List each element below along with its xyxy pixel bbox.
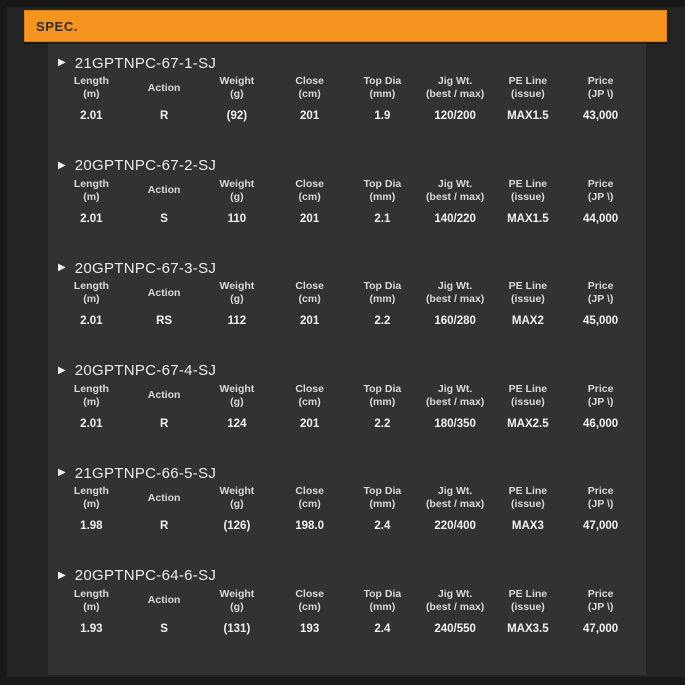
value-close: 201	[300, 417, 320, 430]
header-line1: Length	[73, 177, 109, 190]
value-close: 201	[300, 212, 320, 225]
value-weight: 110	[227, 212, 247, 225]
header-line1: Close	[295, 75, 324, 87]
header-line2: (JP \)	[587, 190, 614, 203]
column-header-close	[273, 383, 346, 409]
header-line1: Length	[73, 280, 109, 293]
header-line1: Price	[587, 280, 614, 293]
column-header-weight	[201, 178, 274, 204]
header-line1: Jig Wt.	[437, 485, 473, 498]
value-action: R	[159, 417, 169, 430]
header-line2: (m)	[83, 395, 100, 408]
header-line1: Length	[73, 587, 109, 600]
value-jig-wt: 220/400	[434, 520, 476, 533]
value-length: 1.98	[80, 520, 103, 533]
header-line2: (JP \)	[587, 88, 614, 100]
value-price: 46,000	[583, 417, 619, 430]
value-price: 45,000	[583, 315, 619, 328]
header-line1: Jig Wt.	[437, 280, 473, 293]
header-line1: Top Dia	[363, 587, 402, 600]
header-line1: Close	[295, 485, 324, 498]
value-top-dia: 2.4	[374, 520, 391, 533]
header-line1: Price	[587, 75, 614, 87]
header-line2: (issue)	[510, 293, 545, 306]
header-line2: (g)	[230, 293, 244, 306]
column-header-weight	[201, 383, 274, 409]
column-header-action	[128, 588, 201, 614]
spec-values-row	[55, 417, 637, 431]
column-header-pe-line	[492, 75, 565, 101]
header-line1: Top Dia	[363, 280, 402, 293]
column-header-weight	[201, 280, 274, 306]
column-header-close	[273, 280, 346, 306]
header-line1: Top Dia	[363, 382, 402, 395]
header-line2: (mm)	[369, 498, 396, 511]
header-line1: PE Line	[508, 587, 548, 600]
column-headers	[55, 75, 637, 101]
column-header-top-dia	[346, 588, 419, 614]
header-line2: (g)	[230, 88, 244, 100]
header-line2: (g)	[230, 600, 244, 613]
value-jig-wt: 180/350	[434, 417, 476, 430]
spec-values-row	[55, 519, 637, 533]
header-line2: (mm)	[369, 293, 396, 306]
column-header-pe-line	[492, 178, 565, 204]
page-frame-bottom	[0, 677, 685, 685]
header-line2: (JP \)	[587, 600, 614, 613]
header-line2: (best / max)	[425, 88, 485, 100]
header-line2: (cm)	[298, 88, 321, 100]
header-line2: (m)	[83, 88, 100, 100]
spec-header-title: SPEC.	[36, 18, 79, 34]
header-line2: (JP \)	[587, 293, 614, 306]
header-line2: (issue)	[510, 498, 545, 511]
triangle-marker-icon: ▶	[58, 364, 66, 376]
value-pe-line: MAX1.5	[507, 212, 549, 225]
spec-section-5	[48, 462, 646, 565]
value-action: S	[160, 622, 168, 635]
spec-section-6	[48, 565, 646, 668]
header-line2: (issue)	[510, 88, 545, 100]
value-top-dia: 2.2	[374, 417, 391, 430]
header-line2: (g)	[230, 190, 244, 203]
spec-panel	[48, 42, 646, 675]
triangle-marker-icon: ▶	[58, 57, 66, 68]
model-row	[58, 52, 646, 74]
header-line1: Length	[73, 485, 109, 498]
column-headers	[55, 178, 637, 204]
value-weight: 112	[227, 315, 247, 328]
value-pe-line: MAX2	[511, 315, 544, 328]
model-name: 20GPTNPC-64-6-SJ	[74, 567, 217, 585]
column-header-price	[564, 485, 637, 511]
value-action: R	[159, 110, 169, 122]
column-header-jig-wt	[419, 178, 492, 204]
column-header-action	[128, 485, 201, 511]
model-name: 20GPTNPC-67-4-SJ	[74, 362, 217, 380]
column-headers	[55, 588, 637, 614]
header-line2: (issue)	[510, 190, 545, 203]
triangle-marker-icon: ▶	[58, 467, 66, 479]
column-header-jig-wt	[419, 485, 492, 511]
column-header-pe-line	[492, 280, 565, 306]
value-weight: 124	[227, 417, 247, 430]
value-jig-wt: 140/220	[434, 212, 476, 225]
value-length: 2.01	[80, 110, 103, 122]
header-line1: Action	[147, 81, 181, 94]
column-header-jig-wt	[419, 383, 492, 409]
header-line1: Weight	[219, 75, 255, 87]
header-line1: Weight	[219, 587, 255, 600]
value-price: 44,000	[583, 212, 619, 225]
column-header-top-dia	[346, 280, 419, 306]
column-header-length	[55, 588, 128, 614]
header-line2: (g)	[230, 395, 244, 408]
column-headers	[55, 485, 637, 511]
value-length: 2.01	[80, 417, 103, 430]
spec-section-3	[48, 257, 646, 360]
column-header-length	[55, 280, 128, 306]
header-line1: Jig Wt.	[437, 75, 473, 87]
column-header-top-dia	[346, 75, 419, 101]
column-header-length	[55, 485, 128, 511]
model-name: 21GPTNPC-67-1-SJ	[74, 54, 217, 72]
header-line1: Jig Wt.	[437, 382, 473, 395]
header-line1: Action	[147, 594, 181, 607]
header-line2: (cm)	[298, 293, 321, 306]
header-line1: Price	[587, 587, 614, 600]
column-header-top-dia	[346, 383, 419, 409]
column-header-action	[128, 383, 201, 409]
header-line1: Action	[147, 286, 181, 299]
value-close: 193	[300, 622, 320, 635]
spec-values-row	[55, 314, 637, 328]
header-line2: (g)	[230, 498, 244, 511]
triangle-marker-icon: ▶	[58, 262, 66, 274]
header-line1: Top Dia	[363, 177, 402, 190]
column-header-jig-wt	[419, 75, 492, 101]
value-top-dia: 2.2	[374, 315, 391, 328]
column-header-weight	[201, 588, 274, 614]
header-line1: Top Dia	[363, 75, 402, 87]
header-line1: Jig Wt.	[437, 587, 473, 600]
column-header-top-dia	[346, 485, 419, 511]
column-header-jig-wt	[419, 280, 492, 306]
header-line2: (cm)	[298, 190, 321, 203]
value-action: RS	[156, 315, 173, 328]
column-header-close	[273, 588, 346, 614]
model-row	[58, 155, 646, 177]
header-line2: (JP \)	[587, 498, 614, 511]
model-name: 20GPTNPC-67-2-SJ	[74, 157, 217, 175]
column-header-action	[128, 178, 201, 204]
model-row	[58, 565, 646, 587]
value-length: 1.93	[80, 622, 103, 635]
header-line1: PE Line	[508, 280, 548, 293]
value-top-dia: 2.1	[374, 212, 391, 225]
header-line1: PE Line	[508, 485, 548, 498]
header-line1: Price	[587, 177, 614, 190]
header-line1: Action	[147, 389, 181, 402]
header-line2: (mm)	[369, 88, 396, 100]
column-header-length	[55, 178, 128, 204]
header-line1: Length	[73, 75, 109, 87]
column-header-weight	[201, 485, 274, 511]
column-header-pe-line	[492, 383, 565, 409]
column-headers	[55, 383, 637, 409]
spec-section-2	[48, 155, 646, 258]
header-line2: (m)	[83, 600, 100, 613]
header-line2: (cm)	[298, 395, 321, 408]
value-pe-line: MAX3	[511, 520, 544, 533]
value-jig-wt: 120/200	[434, 110, 476, 122]
value-jig-wt: 160/280	[434, 315, 476, 328]
header-line2: (m)	[83, 190, 100, 203]
column-header-pe-line	[492, 588, 565, 614]
column-header-length	[55, 383, 128, 409]
value-weight: (126)	[223, 520, 251, 533]
value-close: 201	[300, 315, 320, 328]
header-line1: Close	[295, 177, 324, 190]
spec-header-bar	[24, 10, 667, 42]
header-line2: (best / max)	[425, 293, 485, 306]
header-line1: Action	[147, 184, 181, 197]
value-price: 47,000	[583, 520, 619, 533]
column-header-top-dia	[346, 178, 419, 204]
header-line2: (m)	[83, 293, 100, 306]
header-line1: PE Line	[508, 382, 548, 395]
value-pe-line: MAX1.5	[507, 110, 549, 122]
header-line1: Length	[73, 382, 109, 395]
spec-values-row	[55, 622, 637, 636]
spec-values-row	[55, 109, 637, 123]
header-line2: (issue)	[510, 395, 545, 408]
header-line1: PE Line	[508, 75, 548, 87]
header-line1: PE Line	[508, 177, 548, 190]
value-close: 201	[300, 110, 320, 122]
column-header-length	[55, 75, 128, 101]
value-price: 43,000	[583, 110, 619, 122]
column-headers	[55, 280, 637, 306]
spec-section-1	[48, 52, 646, 155]
header-line1: Jig Wt.	[437, 177, 473, 190]
model-name: 20GPTNPC-67-3-SJ	[74, 259, 217, 277]
triangle-marker-icon: ▶	[58, 159, 66, 171]
column-header-close	[273, 178, 346, 204]
value-pe-line: MAX2.5	[507, 417, 549, 430]
value-pe-line: MAX3.5	[507, 622, 549, 635]
value-length: 2.01	[80, 315, 103, 328]
header-line1: Weight	[219, 382, 255, 395]
model-row	[58, 360, 646, 382]
column-header-close	[273, 485, 346, 511]
header-line1: Price	[587, 485, 614, 498]
header-line1: Weight	[219, 485, 255, 498]
page-frame-left	[0, 0, 7, 685]
spec-section-4	[48, 360, 646, 463]
column-header-price	[564, 588, 637, 614]
value-action: R	[159, 520, 169, 533]
header-line2: (best / max)	[425, 600, 485, 613]
header-line2: (cm)	[298, 600, 321, 613]
column-header-price	[564, 178, 637, 204]
header-line1: Close	[295, 382, 324, 395]
column-header-close	[273, 75, 346, 101]
value-jig-wt: 240/550	[434, 622, 476, 635]
header-line2: (best / max)	[425, 395, 485, 408]
model-row	[58, 462, 646, 484]
header-line2: (mm)	[369, 190, 396, 203]
header-line2: (issue)	[510, 600, 545, 613]
header-line2: (m)	[83, 498, 100, 511]
value-weight: (92)	[226, 110, 248, 122]
value-close: 198.0	[295, 520, 325, 533]
model-row	[58, 257, 646, 279]
value-length: 2.01	[80, 212, 103, 225]
header-line2: (best / max)	[425, 190, 485, 203]
page-frame-top	[0, 0, 685, 7]
header-line2: (JP \)	[587, 395, 614, 408]
header-line1: Weight	[219, 280, 255, 293]
column-header-pe-line	[492, 485, 565, 511]
header-line2: (mm)	[369, 600, 396, 613]
header-line1: Action	[147, 491, 181, 504]
model-name: 21GPTNPC-66-5-SJ	[74, 464, 217, 482]
header-line2: (best / max)	[425, 498, 485, 511]
column-header-action	[128, 75, 201, 101]
column-header-action	[128, 280, 201, 306]
value-action: S	[160, 212, 168, 225]
header-line1: Price	[587, 382, 614, 395]
column-header-jig-wt	[419, 588, 492, 614]
header-line1: Top Dia	[363, 485, 402, 498]
header-line2: (mm)	[369, 395, 396, 408]
header-line1: Weight	[219, 177, 255, 190]
triangle-marker-icon: ▶	[58, 569, 66, 581]
spec-values-row	[55, 212, 637, 226]
value-top-dia: 1.9	[374, 110, 391, 122]
column-header-price	[564, 280, 637, 306]
value-price: 47,000	[583, 622, 619, 635]
header-line1: Close	[295, 587, 324, 600]
header-line2: (cm)	[298, 498, 321, 511]
column-header-weight	[201, 75, 274, 101]
value-top-dia: 2.4	[374, 622, 391, 635]
header-line1: Close	[295, 280, 324, 293]
column-header-price	[564, 75, 637, 101]
value-weight: (131)	[223, 622, 251, 635]
column-header-price	[564, 383, 637, 409]
